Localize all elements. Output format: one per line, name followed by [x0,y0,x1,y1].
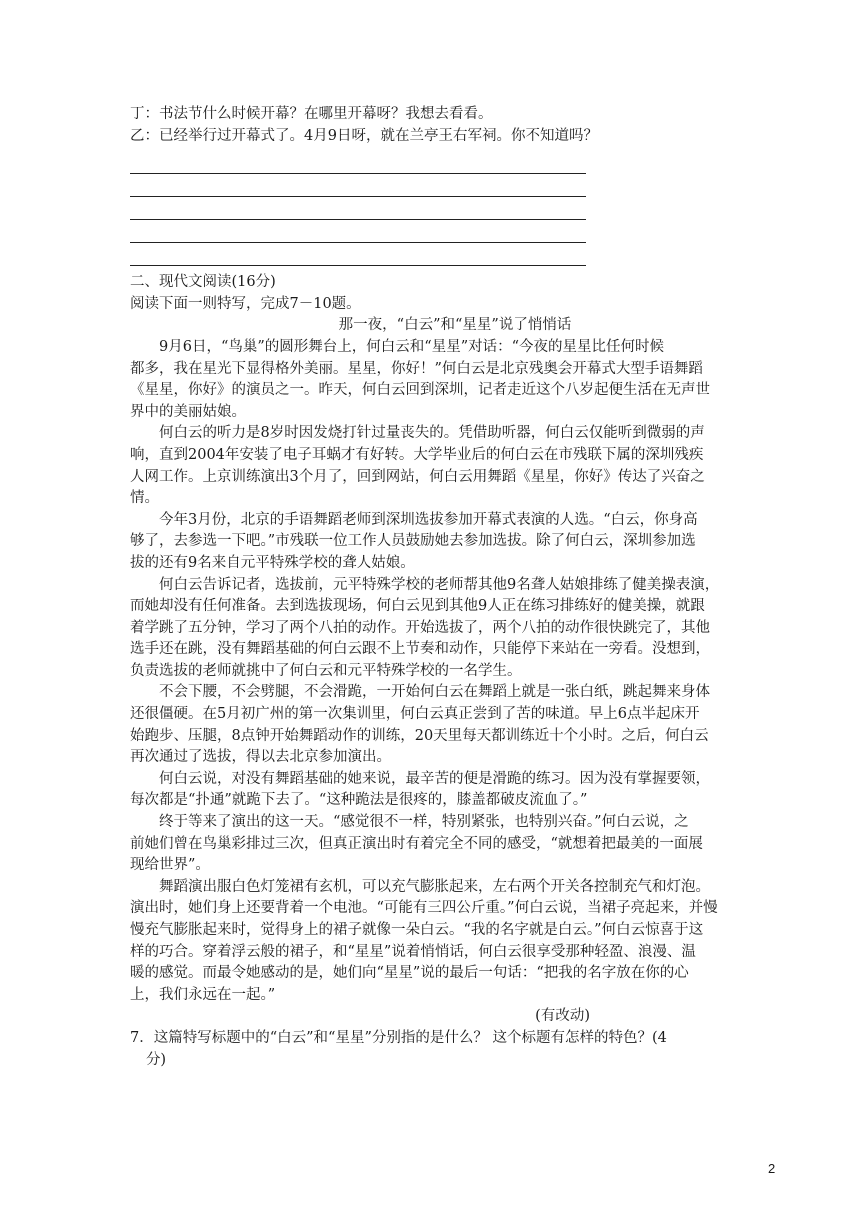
paragraph-line: 上，我们永远在一起。” [130,986,276,1003]
answer-line [130,197,586,220]
article-title: 那一夜，“白云”和“星星”说了悄悄话 [338,317,572,334]
paragraph-line: 而她却没有任何准备。去到选拔现场，何白云见到其他9人正在练习排练好的健美操，就跟 [130,598,705,615]
paragraph-line: 9月6日，“鸟巢”的圆形舞台上，何白云和“星星”对话：“今夜的星星比任何时候 [159,338,665,355]
paragraph-line: 始跑步、压腿，8点钟开始舞蹈动作的训练，20天里每天都训练近十个小时。之后，何白云 [130,727,709,744]
paragraph-line: 何白云说，对没有舞蹈基础的她来说，最辛苦的便是滑跪的练习。因为没有掌握要领， [159,770,710,787]
paragraph-line: 前她们曾在鸟巢彩排过三次，但真正演出时有着完全不同的感受，“就想着把最美的一面展 [130,835,703,852]
answer-line [130,151,586,174]
paragraph-line: 何白云的听力是8岁时因发烧打针过量丧失的。凭借助听器，何白云仅能听到微弱的声 [159,425,705,442]
article-paragraph [130,769,780,812]
paragraph-line: 还很僵硬。在5月初广州的第一次集训里，何白云真正尝到了苦的味道。早上6点半起床开 [130,706,700,723]
paragraph-line: 响，直到2004年安装了电子耳蜗才有好转。大学毕业后的何白云在市残联下属的深圳残疾 [130,446,704,463]
paragraph-line: 终于等来了演出的这一天。“感觉很不一样，特别紧张，也特别兴奋。”何白云说，之 [159,814,689,831]
page-content [130,104,780,1071]
question-7-text: 7．这篇特写标题中的“白云”和“星星”分别指的是什么？ 这个标题有怎样的特色？(4 [130,1029,667,1046]
paragraph-line: 每次都是“扑通”就跪下去了。“这种跪法是很疼的，膝盖都破皮流血了。” [130,792,588,809]
paragraph-line: 够了，去参选一下吧。”市残联一位工作人员鼓励她去参加选拔。除了何白云，深圳参加选 [130,533,696,550]
source-note: (有改动) [535,1008,590,1025]
article-paragraph [130,510,780,575]
paragraph-line: 不会下腰，不会劈腿，不会滑跪，一开始何白云在舞蹈上就是一张白纸，跳起舞来身体 [159,684,710,701]
paragraph-line: 慢充气膨胀起来时，觉得身上的裙子就像一朵白云。“我的名字就是白云。”何白云惊喜于这 [130,922,704,938]
reading-instruction: 阅读下面一则特写，完成7－10题。 [130,295,361,312]
article-paragraph [130,423,780,509]
answer-line [130,220,586,243]
paragraph-line: 舞蹈演出服白色灯笼裙有玄机，可以充气膨胀起来，左右两个开关各控制充气和灯泡。 [159,878,710,895]
paragraph-line: 现给世界”。 [130,857,210,874]
article-paragraph [130,337,780,423]
paragraph-line: 负责选拔的老师就挑中了何白云和元平特殊学校的一名学生。 [130,662,522,679]
dialogue-line-yi: 乙：已经举行过开幕式了。4月9日呀，就在兰亭王右军祠。你不知道吗？ [130,127,598,144]
paragraph-line: 何白云告诉记者，选拔前，元平特殊学校的老师帮其他9名聋人姑娘排练了健美操表演， [159,576,720,593]
page-number: 2 [768,1161,776,1176]
paragraph-line: 都多，我在星光下显得格外美丽。星星，你好！”何白云是北京残奥会开幕式大型手语舞蹈 [130,360,703,377]
paragraph-line: 人网工作。上京训练演出3个月了，回到网站，何白云用舞蹈《星星，你好》传达了兴奋之 [130,468,705,485]
paragraph-line: 再次通过了选拔，得以去北京参加演出。 [130,749,391,766]
question-7 [130,1028,780,1071]
paragraph-line: 着学跳了五分钟，学习了两个八拍的动作。开始选拔了，两个八拍的动作很快跳完了，其他 [130,619,710,636]
answer-lines [130,151,586,266]
question-7-text-continued: 分) [145,1051,167,1068]
article-paragraph [130,812,780,877]
paragraph-line: 选手还在跳，没有舞蹈基础的何白云跟不上节奏和动作，只能停下来站在一旁看。没想到， [130,641,710,658]
dialogue-line-ding: 丁：书法节什么时候开幕？在哪里开幕呀？我想去看看。 [130,106,493,122]
answer-line [130,174,586,197]
paragraph-line: 拔的还有9名来自元平特殊学校的聋人姑娘。 [130,554,415,571]
paragraph-line: 演出时，她们身上还要背着一个电池。“可能有三四公斤重。”何白云说，当裙子亮起来，并慢 [130,900,718,917]
paragraph-line: 界中的美丽姑娘。 [130,403,246,420]
paragraph-line: 《星星，你好》的演员之一。昨天，何白云回到深圳，记者走近这个八岁起便生活在无声世 [130,382,710,399]
paragraph-line: 暖的感觉。而最令她感动的是，她们向“星星”说的最后一句话：“把我的名字放在你的心 [130,965,689,982]
paragraph-line: 今年3月份，北京的手语舞蹈老师到深圳选拔参加开幕式表演的人选。“白云，你身高 [159,511,698,528]
section-heading: 二、现代文阅读(16分) [130,274,276,291]
paragraph-line: 情。 [130,490,159,507]
answer-line [130,243,586,266]
article-paragraph [130,682,780,768]
paragraph-line: 样的巧合。穿着浮云般的裙子，和“星星”说着悄悄话，何白云很享受那种轻盈、浪漫、温 [130,943,696,960]
article-body [130,337,780,1006]
article-paragraph [130,877,780,1007]
article-paragraph [130,575,780,683]
